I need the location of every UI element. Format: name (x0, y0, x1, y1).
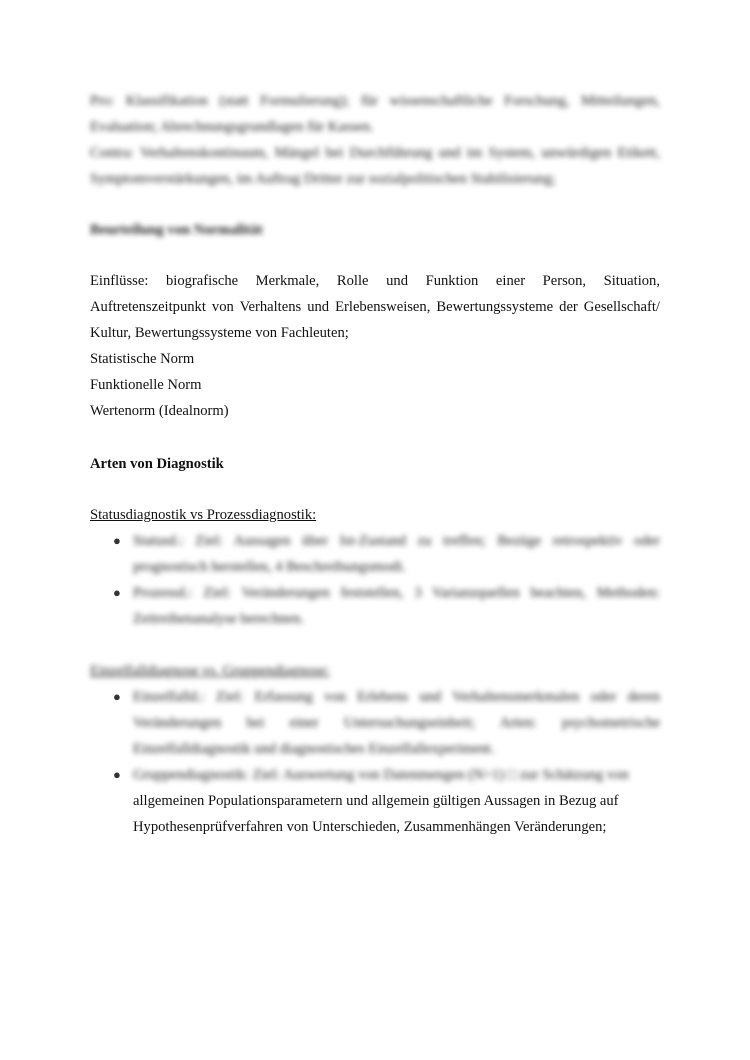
group-item-line2: allgemeinen Populationsparametern und allgemein gültigen Aussagen in Bezug auf (133, 793, 619, 809)
process-item-text: Prozessd.: Ziel: Veränderungen feststellen, 3 Varianzquellen beachten, Methoden: Zeitreihenanalyse berechnen. (133, 585, 660, 627)
group-item-line3: Hypothesenprüfverfahren von Unterschieden, Zusammenhängen Veränderungen; (133, 819, 607, 835)
list-item (90, 528, 660, 580)
contra-text: Contra: Verhaltenskontinuum, Mängel bei Durchführung und im System, unwürdigen Etikett, Symptomverstärkungen, im Auftrag Dritter zur sozialpolitischen Stabilisierung; (90, 145, 660, 187)
list-item (90, 762, 660, 788)
group-item-line1: Gruppendiagnostik: Ziel: Auswertung von Datenmengen (N>1) □ zur Schätzung von (133, 767, 629, 783)
norm-list (90, 346, 660, 424)
diagnostics-heading: Arten von Diagnostik (90, 456, 224, 472)
individual-group-list (90, 684, 660, 788)
bullet-icon: ● (113, 533, 121, 548)
list-item (90, 684, 660, 762)
normality-heading: Beurteilung von Normalität (90, 222, 263, 238)
status-process-list (90, 528, 660, 632)
norm-value: Wertenorm (Idealnorm) (90, 403, 229, 419)
bullet-icon: ● (113, 585, 121, 600)
bullet-icon: ● (113, 689, 121, 704)
pro-text: Pro: Klassifikation (statt Formulierung); für wissenschaftliche Forschung, Mitteilungen, Evaluation; Abrechnungsgrundlagen für Kassen. (90, 93, 660, 135)
influences-paragraph: Einflüsse: biografische Merkmale, Rolle und Funktion einer Person, Situation, Auftretenszeitpunkt von Verhaltens und Erlebensweisen, Bewertungssysteme der Gesellschaft/ Kultur, Bewertungssysteme von Fachleuten; (90, 273, 660, 341)
status-item-text: Statusd.: Ziel: Aussagen über Ist-Zustand zu treffen; Bezüge retrospektiv oder prognostisch herstellen, 4 Beschreibungsmodi. (133, 533, 660, 575)
group-item-continuation (133, 788, 660, 840)
individual-group-subheading: Einzelfalldiagnose vs. Gruppendiagnose: (90, 663, 330, 679)
individual-item-text: Einzelfalld.: Ziel: Erfassung von Erlebens und Verhaltensmerkmalen oder deren Veränderungen bei einer Untersuchungseinheit; Arten: psychometrische Einzelfalldiagnostik und diagnostisches Einzelfallexperiment. (133, 689, 660, 757)
norm-statistical: Statistische Norm (90, 351, 195, 367)
norm-functional: Funktionelle Norm (90, 377, 202, 393)
list-item (90, 580, 660, 632)
bullet-icon: ● (113, 767, 121, 782)
status-process-subheading: Statusdiagnostik vs Prozessdiagnostik: (90, 507, 317, 523)
pro-contra-paragraph (90, 88, 660, 192)
